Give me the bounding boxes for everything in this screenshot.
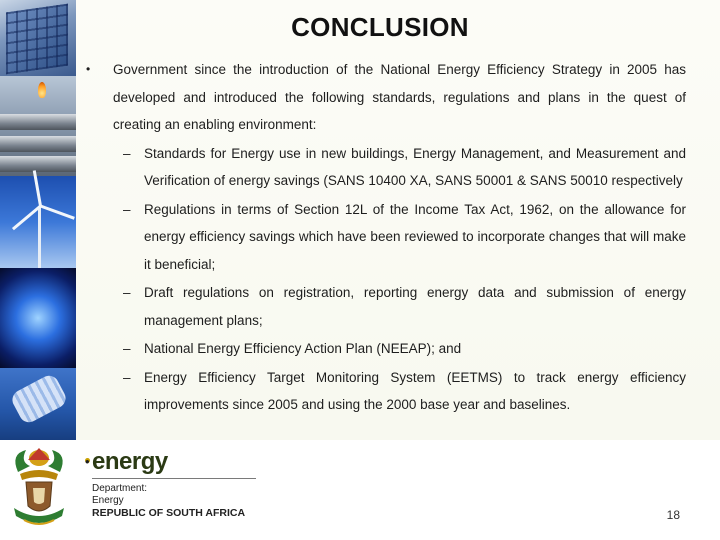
sub-bullet-list bbox=[86, 140, 686, 419]
sub-bullet-text: Draft regulations on registration, reporting energy data and submission of energy management plans; bbox=[144, 285, 686, 328]
sub-bullet-item bbox=[86, 196, 686, 279]
dash-icon: – bbox=[123, 369, 131, 385]
dash-icon: – bbox=[123, 201, 131, 217]
main-bullet bbox=[86, 56, 686, 139]
stray-bullet: • bbox=[85, 454, 90, 469]
sub-bullet-text: National Energy Efficiency Action Plan (NEEAP); and bbox=[144, 341, 462, 356]
energy-bulb-image bbox=[0, 368, 76, 440]
dash-icon: – bbox=[123, 145, 131, 161]
sub-bullet-item bbox=[86, 364, 686, 419]
sub-bullet-text: Regulations in terms of Section 12L of the Income Tax Act, 1962, on the allowance for energy efficiency savings which have been reviewed to incorporate changes that will make it beneficial; bbox=[144, 201, 686, 272]
sub-bullet-text: Energy Efficiency Target Monitoring System (EETMS) to track energy efficiency improvements since 2005 and using the 2000 base year and baselines. bbox=[144, 369, 686, 412]
bullet-icon: • bbox=[86, 62, 91, 76]
blue-flame-image bbox=[0, 268, 76, 368]
dash-icon: – bbox=[123, 285, 131, 300]
country-name: REPUBLIC OF SOUTH AFRICA bbox=[92, 507, 246, 519]
footer bbox=[0, 440, 720, 540]
department-label: Department: bbox=[92, 483, 148, 494]
wind-turbine-image bbox=[0, 176, 76, 268]
sub-bullet-item bbox=[86, 279, 686, 334]
slide-title: CONCLUSION bbox=[291, 12, 469, 42]
page-number: 18 bbox=[666, 508, 680, 522]
sub-bullet-item bbox=[86, 335, 686, 363]
logo-wordmark: energy bbox=[92, 448, 256, 476]
slide-content bbox=[86, 56, 686, 419]
department-name: Energy bbox=[92, 495, 124, 506]
coat-of-arms-icon bbox=[6, 444, 72, 534]
sub-bullet-text: Standards for Energy use in new buildings, Energy Management, and Measurement and Verification of energy savings (SANS 10400 XA, SANS 50001 & SANS 50010 respectively bbox=[144, 145, 686, 188]
photo-strip bbox=[0, 0, 76, 440]
dash-icon: – bbox=[123, 341, 131, 356]
solar-panel-image bbox=[0, 0, 76, 76]
sub-bullet-item bbox=[86, 140, 686, 195]
logo-divider bbox=[92, 478, 256, 479]
energy-department-logo bbox=[92, 448, 256, 519]
main-bullet-text: Government since the introduction of the National Energy Efficiency Strategy in 2005 has developed and introduced the following standards, regulations and plans in the quest of creating an enabling environment: bbox=[113, 62, 686, 132]
pipeline-image bbox=[0, 76, 76, 176]
